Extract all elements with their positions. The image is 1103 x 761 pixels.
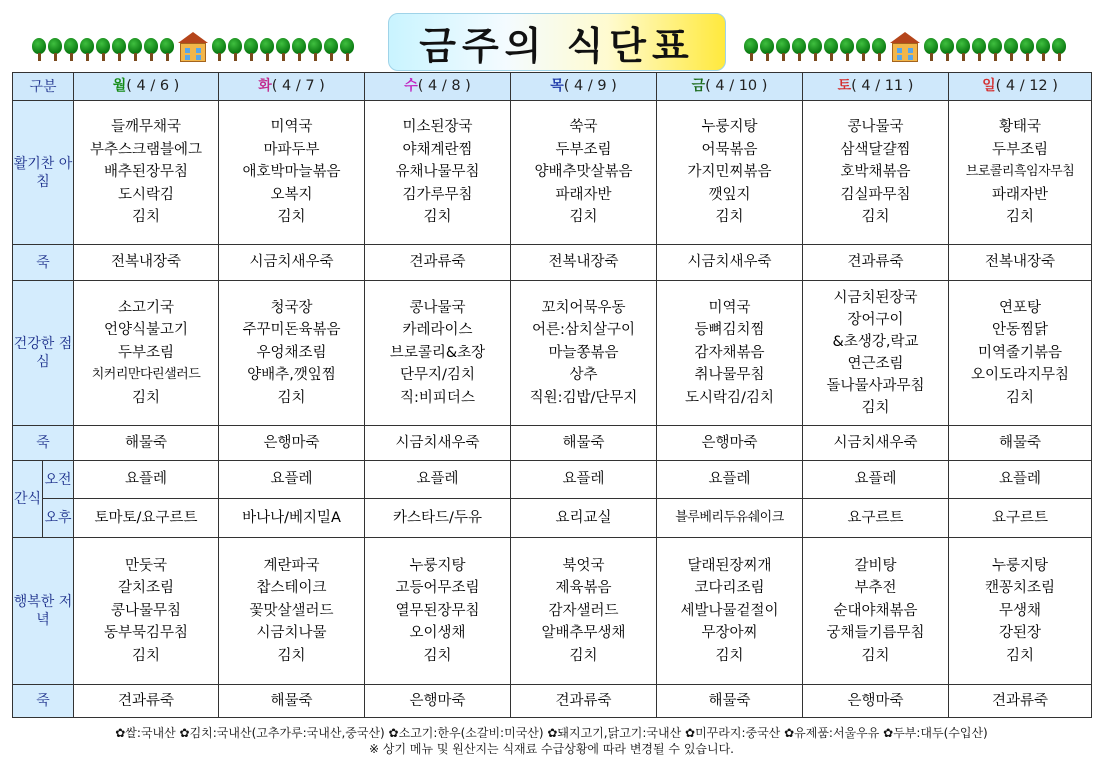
dinner-cell-wed: 누룽지탕 고등어무조림 열무된장무침 오이생채 김치	[365, 538, 511, 685]
porridge-cell: 해물죽	[949, 426, 1092, 461]
page-title: 금주의 식단표	[388, 13, 726, 71]
tree-icon	[792, 38, 806, 62]
tree-icon	[856, 38, 870, 62]
day-header-thu: 목( 4 / 9 )	[511, 73, 657, 101]
day-header-wed: 수( 4 / 8 )	[365, 73, 511, 101]
tree-icon	[1036, 38, 1050, 62]
snack-am-cell: 요플레	[74, 461, 219, 499]
tree-icon	[96, 38, 110, 62]
tree-icon	[112, 38, 126, 62]
dinner-label: 행복한 저녁	[13, 538, 74, 685]
tree-icon	[1004, 38, 1018, 62]
lunch-row	[13, 281, 1092, 426]
lunch-cell-fri: 미역국 등뼈김치찜 감자채볶음 취나물무침 도시락김/김치	[657, 281, 803, 426]
snack-am-row	[13, 461, 1092, 499]
tree-icon	[972, 38, 986, 62]
tree-icon	[924, 38, 938, 62]
snack-am-cell: 요플레	[949, 461, 1092, 499]
tree-icon	[988, 38, 1002, 62]
lunch-cell-sun: 연포탕 안동찜닭 미역줄기볶음 오이도라지무침 김치	[949, 281, 1092, 426]
tree-icon	[340, 38, 354, 62]
tree-icon	[212, 38, 226, 62]
breakfast-cell-sat: 콩나물국 삼색달걀찜 호박채볶음 김실파무침 김치	[803, 101, 949, 245]
porridge-cell: 전복내장죽	[74, 245, 219, 281]
breakfast-cell-thu: 쑥국 두부조림 양배추맛살볶음 파래자반 김치	[511, 101, 657, 245]
day-header-sat: 토( 4 / 11 )	[803, 73, 949, 101]
tree-icon	[276, 38, 290, 62]
tree-icon	[32, 38, 46, 62]
weekly-menu-table	[12, 72, 1092, 718]
porridge-cell: 시금치새우죽	[365, 426, 511, 461]
day-header-tue: 화( 4 / 7 )	[219, 73, 365, 101]
lunch-porridge-row	[13, 426, 1092, 461]
porridge-label: 죽	[13, 426, 74, 461]
snack-am-label: 오전	[43, 461, 74, 499]
house-icon	[178, 32, 208, 62]
breakfast-row	[13, 101, 1092, 245]
lunch-cell-wed: 콩나물국 카레라이스 브로콜리&초장 단무지/김치 직:비피더스	[365, 281, 511, 426]
porridge-cell: 해물죽	[511, 426, 657, 461]
snack-am-cell: 요플레	[219, 461, 365, 499]
snack-am-cell: 요플레	[803, 461, 949, 499]
dinner-cell-thu: 북엇국 제육볶음 감자샐러드 알배추무생채 김치	[511, 538, 657, 685]
porridge-cell: 은행마죽	[219, 426, 365, 461]
snack-pm-cell: 바나나/베지밀A	[219, 499, 365, 538]
porridge-cell: 전복내장죽	[511, 245, 657, 281]
snack-am-cell: 요플레	[511, 461, 657, 499]
dinner-cell-sun: 누룽지탕 캔꽁치조림 무생채 강된장 김치	[949, 538, 1092, 685]
lunch-cell-sat: 시금치된장국 장어구이 &초생강,락교 연근조림 돌나물사과무침 김치	[803, 281, 949, 426]
porridge-cell: 전복내장죽	[949, 245, 1092, 281]
snack-pm-row	[13, 499, 1092, 538]
lunch-cell-mon: 소고기국 언양식불고기 두부조림 치커리만다린샐러드 김치	[74, 281, 219, 426]
day-header-fri: 금( 4 / 10 )	[657, 73, 803, 101]
tree-icon	[760, 38, 774, 62]
porridge-label: 죽	[13, 685, 74, 718]
snack-pm-label: 오후	[43, 499, 74, 538]
breakfast-cell-wed: 미소된장국 야채계란찜 유채나물무침 김가루무침 김치	[365, 101, 511, 245]
snack-am-cell: 요플레	[365, 461, 511, 499]
corner-label: 구분	[13, 73, 74, 101]
tree-icon	[244, 38, 258, 62]
porridge-cell: 견과류죽	[803, 245, 949, 281]
origin-note: ✿쌀:국내산 ✿김치:국내산(고추가루:국내산,중국산) ✿소고기:한우(소갈비:미국산) ✿돼지고기,닭고기:국내산 ✿미꾸라지:중국산 ✿유제품:서울우유 ✿두부:대두(수입산)	[115, 726, 988, 740]
porridge-cell: 해물죽	[219, 685, 365, 718]
breakfast-cell-fri: 누룽지탕 어묵볶음 가지민찌볶음 깻잎지 김치	[657, 101, 803, 245]
lunch-cell-tue: 청국장 주꾸미돈육볶음 우엉채조림 양배추,깻잎찜 김치	[219, 281, 365, 426]
tree-icon	[160, 38, 174, 62]
tree-icon	[64, 38, 78, 62]
porridge-label: 죽	[13, 245, 74, 281]
porridge-cell: 견과류죽	[74, 685, 219, 718]
snack-pm-cell: 요구르트	[949, 499, 1092, 538]
tree-icon	[260, 38, 274, 62]
tree-icon	[824, 38, 838, 62]
dinner-cell-sat: 갈비탕 부추전 순대야채볶음 궁채들기름무침 김치	[803, 538, 949, 685]
porridge-cell: 해물죽	[657, 685, 803, 718]
breakfast-label: 활기찬 아침	[13, 101, 74, 245]
page-header	[0, 0, 1103, 72]
tree-icon	[292, 38, 306, 62]
breakfast-cell-mon: 들깨무채국 부추스크램블에그 배추된장무침 도시락김 김치	[74, 101, 219, 245]
dinner-cell-tue: 계란파국 찹스테이크 꽃맛살샐러드 시금치나물 김치	[219, 538, 365, 685]
snack-pm-cell: 요구르트	[803, 499, 949, 538]
tree-icon	[956, 38, 970, 62]
tree-icon	[48, 38, 62, 62]
tree-icon	[872, 38, 886, 62]
porridge-cell: 견과류죽	[949, 685, 1092, 718]
day-header-mon: 월( 4 / 6 )	[74, 73, 219, 101]
tree-icon	[1052, 38, 1066, 62]
porridge-cell: 견과류죽	[511, 685, 657, 718]
porridge-cell: 견과류죽	[365, 245, 511, 281]
tree-icon	[144, 38, 158, 62]
snack-am-cell: 요플레	[657, 461, 803, 499]
house-icon	[890, 32, 920, 62]
breakfast-cell-sun: 황태국 두부조림 브로콜리흑임자무침 파래자반 김치	[949, 101, 1092, 245]
tree-icon	[940, 38, 954, 62]
porridge-cell: 해물죽	[74, 426, 219, 461]
porridge-cell: 시금치새우죽	[657, 245, 803, 281]
snack-pm-cell: 요리교실	[511, 499, 657, 538]
tree-icon	[128, 38, 142, 62]
tree-icon	[1020, 38, 1034, 62]
breakfast-cell-tue: 미역국 마파두부 애호박마늘볶음 오복지 김치	[219, 101, 365, 245]
decoration-left	[32, 30, 354, 62]
porridge-cell: 시금치새우죽	[219, 245, 365, 281]
porridge-cell: 은행마죽	[657, 426, 803, 461]
tree-icon	[80, 38, 94, 62]
tree-icon	[324, 38, 338, 62]
snack-label: 간식	[13, 461, 43, 538]
tree-icon	[840, 38, 854, 62]
change-notice: ※ 상기 메뉴 및 원산지는 식재료 수급상황에 따라 변경될 수 있습니다.	[369, 742, 734, 756]
porridge-cell: 시금치새우죽	[803, 426, 949, 461]
tree-icon	[808, 38, 822, 62]
tree-icon	[744, 38, 758, 62]
footer	[12, 725, 1091, 757]
snack-pm-cell: 블루베리두유쉐이크	[657, 499, 803, 538]
tree-icon	[308, 38, 322, 62]
dinner-porridge-row	[13, 685, 1092, 718]
tree-icon	[776, 38, 790, 62]
breakfast-porridge-row	[13, 245, 1092, 281]
header-row	[13, 73, 1092, 101]
lunch-label: 건강한 점심	[13, 281, 74, 426]
decoration-right	[744, 30, 1066, 62]
porridge-cell: 은행마죽	[803, 685, 949, 718]
dinner-row	[13, 538, 1092, 685]
porridge-cell: 은행마죽	[365, 685, 511, 718]
dinner-cell-mon: 만둣국 갈치조림 콩나물무침 동부묵김무침 김치	[74, 538, 219, 685]
snack-pm-cell: 카스타드/두유	[365, 499, 511, 538]
dinner-cell-fri: 달래된장찌개 코다리조림 세발나물겉절이 무장아찌 김치	[657, 538, 803, 685]
lunch-cell-thu: 꼬치어묵우동 어른:삼치살구이 마늘쫑볶음 상추 직원:김밥/단무지	[511, 281, 657, 426]
day-header-sun: 일( 4 / 12 )	[949, 73, 1092, 101]
tree-icon	[228, 38, 242, 62]
snack-pm-cell: 토마토/요구르트	[74, 499, 219, 538]
